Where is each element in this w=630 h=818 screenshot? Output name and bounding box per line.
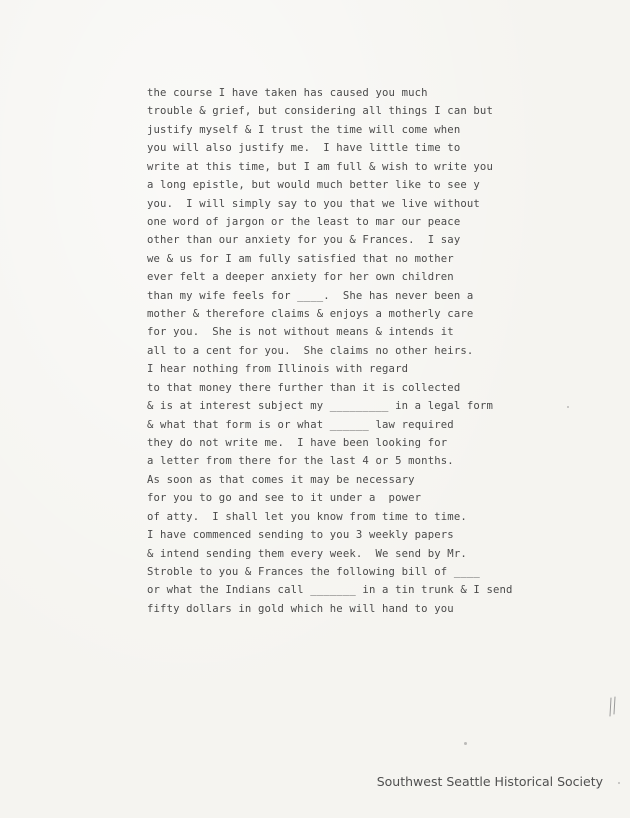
text-line: mother & therefore claims & enjoys a motherly care — [147, 308, 474, 321]
text-line: you will also justify me. I have little time to — [147, 142, 461, 155]
text-line: for you to go and see to it under a power — [147, 492, 422, 505]
text-line: one word of jargon or the least to mar our peace — [147, 215, 461, 228]
text-line: & is at interest subject my _________ in a legal form — [147, 400, 493, 413]
text-line: write at this time, but I am full & wish to write you — [147, 160, 493, 173]
text-line: trouble & grief, but considering all things I can but — [147, 105, 493, 118]
text-line: Stroble to you & Frances the following bill of ____ — [147, 565, 480, 578]
paper-speck — [618, 782, 620, 784]
text-line: they do not write me. I have been looking for — [147, 437, 448, 450]
text-line: As soon as that comes it may be necessary — [147, 473, 415, 486]
text-line: justify myself & I trust the time will come when — [147, 123, 461, 136]
paper-speck — [464, 742, 467, 745]
text-line: ever felt a deeper anxiety for her own children — [147, 271, 454, 284]
archive-credit: Southwest Seattle Historical Society — [376, 774, 603, 789]
text-line: I hear nothing from Illinois with regard — [147, 363, 409, 376]
text-line: & what that form is or what ______ law required — [147, 418, 454, 431]
pencil-margin-mark — [608, 696, 618, 718]
typed-letter-text — [147, 84, 513, 618]
text-line: or what the Indians call _______ in a tin trunk & I send — [147, 584, 513, 597]
text-line: & intend sending them every week. We send by Mr. — [147, 547, 467, 560]
text-line: a long epistle, but would much better like to see y — [147, 179, 480, 192]
text-line: of atty. I shall let you know from time to time. — [147, 510, 467, 523]
paper-speck — [567, 406, 569, 408]
text-line: fifty dollars in gold which he will hand to you — [147, 602, 454, 615]
text-line: you. I will simply say to you that we live without — [147, 197, 480, 210]
text-line: we & us for I am fully satisfied that no mother — [147, 252, 454, 265]
text-line: all to a cent for you. She claims no other heirs. — [147, 344, 474, 357]
text-line: for you. She is not without means & intends it — [147, 326, 454, 339]
text-line: the course I have taken has caused you much — [147, 87, 428, 99]
text-line: than my wife feels for ____. She has never been a — [147, 289, 474, 302]
text-line: a letter from there for the last 4 or 5 months. — [147, 455, 454, 468]
text-line: to that money there further than it is collected — [147, 381, 461, 394]
text-line: other than our anxiety for you & Frances. I say — [147, 234, 461, 247]
text-line: I have commenced sending to you 3 weekly papers — [147, 529, 454, 542]
